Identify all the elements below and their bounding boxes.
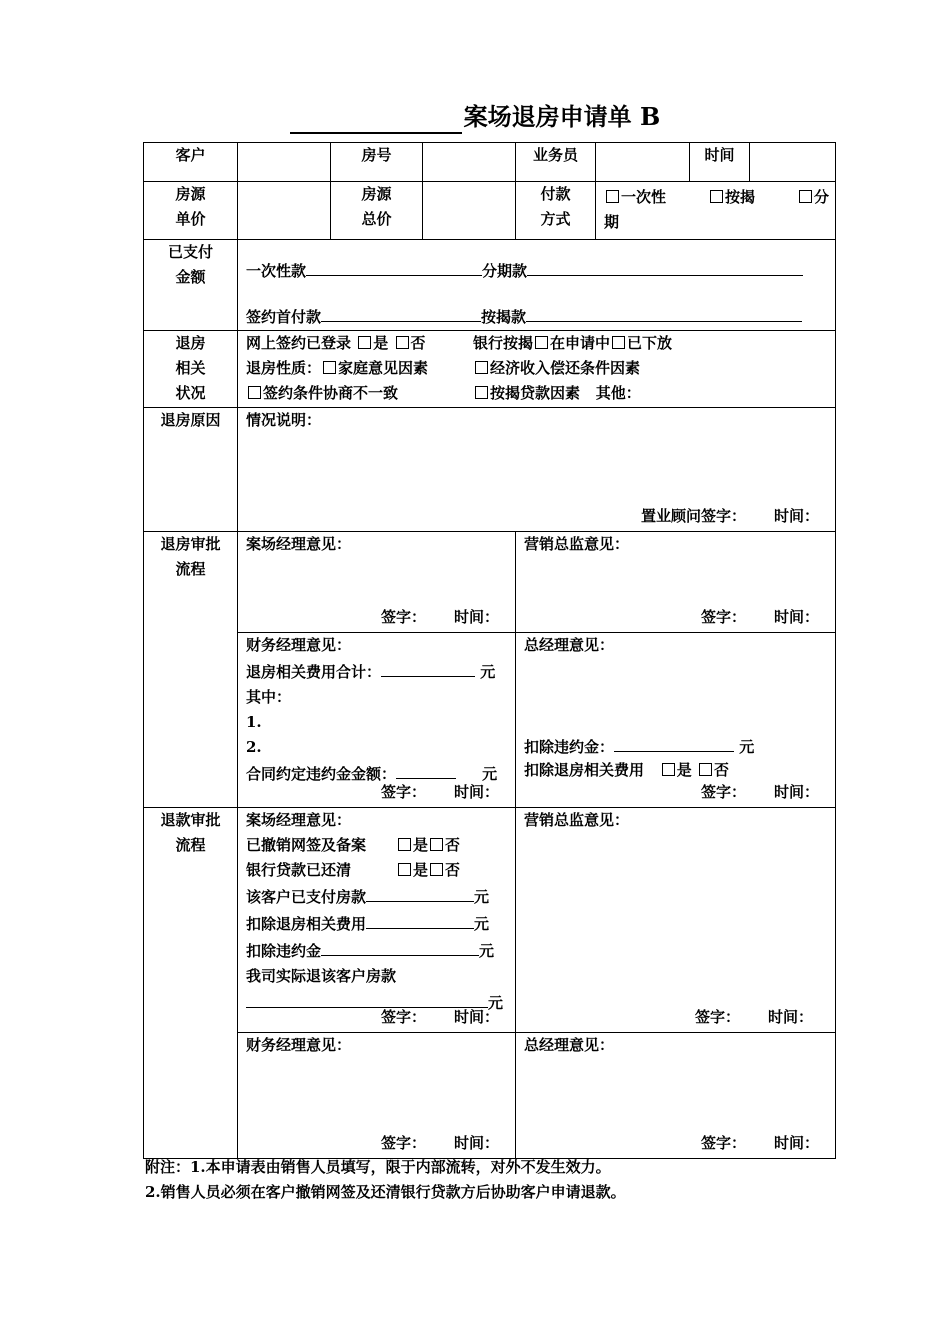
checkbox-repaid-yes[interactable]	[398, 863, 411, 876]
cancelled-online-label: 已撤销网签及备案	[246, 836, 367, 854]
sign-label: 签字：	[380, 783, 426, 801]
yuan-label: 元	[482, 765, 498, 783]
time-label: 时间：	[453, 783, 499, 801]
checkbox-repaid-no[interactable]	[430, 863, 443, 876]
refund-approval-label-line-1: 退款审批	[160, 811, 221, 829]
installment-input[interactable]	[527, 257, 803, 276]
lump-sum-input[interactable]	[306, 257, 482, 276]
room-label: 房号	[331, 143, 423, 182]
form-title-text: 案场退房申请单 B	[463, 102, 661, 131]
deduct-penalty-line	[524, 733, 754, 760]
status-fields	[238, 331, 836, 408]
deduct-penalty-label: 扣除违约金：	[524, 738, 615, 756]
refund-approval-label-line-2: 流程	[175, 836, 206, 854]
option-mortgage[interactable]	[708, 185, 755, 210]
total-price-field[interactable]	[423, 182, 516, 240]
yuan-label: 元	[739, 738, 755, 756]
checkbox-online-no[interactable]	[396, 336, 409, 349]
refund-marketing-director-signature	[695, 1005, 813, 1030]
option-installment[interactable]	[797, 185, 829, 210]
payment-method-label-line-2: 方式	[540, 210, 571, 228]
no-label: 否	[410, 334, 426, 352]
time-field[interactable]	[750, 143, 836, 182]
item-2-label: 2.	[246, 738, 262, 756]
checkbox[interactable]	[799, 190, 812, 203]
refund-approval-row-2	[144, 1033, 836, 1159]
sign-label: 签字：	[700, 783, 746, 801]
time-label: 时间	[690, 143, 750, 182]
yuan-label: 元	[479, 942, 495, 960]
item-1-label: 1.	[246, 713, 262, 731]
deduct-penalty-input[interactable]	[614, 733, 734, 752]
refund-finance-manager-signature	[381, 1131, 499, 1156]
customer-paid-input[interactable]	[366, 883, 474, 902]
project-name-blank[interactable]	[290, 106, 462, 134]
refund-approval-label	[144, 808, 238, 1159]
house-approval-row-1	[144, 532, 836, 633]
payment-method-options	[596, 182, 836, 240]
general-manager-opinion-cell[interactable]	[516, 633, 836, 808]
site-manager-opinion-label: 案场经理意见：	[246, 535, 352, 553]
marketing-director-signature	[701, 605, 819, 630]
checkbox-cancelled-yes[interactable]	[398, 838, 411, 851]
among-label: 其中：	[246, 688, 292, 706]
status-row	[144, 331, 836, 408]
paid-amount-fields	[238, 240, 836, 331]
refund-site-manager-cell[interactable]	[238, 808, 516, 1033]
unit-price-label	[144, 182, 238, 240]
status-label-line-2: 相关	[175, 359, 206, 377]
refund-finance-manager-label: 财务经理意见：	[246, 1036, 352, 1054]
fee-total-input[interactable]	[381, 658, 475, 677]
time-label: 时间：	[773, 1134, 819, 1152]
checkbox-terms[interactable]	[248, 386, 261, 399]
total-price-label-line-2: 总价	[361, 210, 392, 228]
reason-cell[interactable]	[238, 408, 836, 532]
actual-refund-label: 我司实际退该客户房款	[246, 967, 397, 985]
refund-site-manager-signature	[381, 1005, 499, 1030]
yes-label: 是	[373, 334, 389, 352]
checkbox-online-yes[interactable]	[358, 336, 371, 349]
situation-description-label: 情况说明：	[246, 411, 322, 429]
option-mortgage-label: 按揭	[724, 188, 755, 206]
installment-label: 分期款	[482, 262, 528, 280]
checkbox-applying[interactable]	[535, 336, 548, 349]
total-price-label	[331, 182, 423, 240]
checkbox-released[interactable]	[612, 336, 625, 349]
sign-label: 签字：	[380, 1134, 426, 1152]
payment-method-label	[516, 182, 596, 240]
house-approval-row-2	[144, 633, 836, 808]
sign-label: 签字：	[700, 1134, 746, 1152]
option-lump-sum-label: 一次性	[621, 188, 667, 206]
unit-price-field[interactable]	[238, 182, 331, 240]
finance-manager-opinion-label: 财务经理意见：	[246, 636, 352, 654]
yes-label: 是	[676, 761, 692, 779]
deduct-penalty-input[interactable]	[321, 937, 479, 956]
checkbox-economic[interactable]	[475, 361, 488, 374]
customer-field[interactable]	[238, 143, 331, 182]
yuan-label: 元	[474, 888, 490, 906]
finance-manager-opinion-cell[interactable]	[238, 633, 516, 808]
yuan-label: 元	[488, 994, 504, 1012]
time-label: 时间：	[773, 783, 819, 801]
payment-method-label-line-1: 付款	[540, 185, 571, 203]
time-label: 时间：	[767, 1008, 813, 1026]
applying-label: 在申请中	[550, 334, 611, 352]
lump-sum-label: 一次性款	[246, 262, 307, 280]
sign-label: 签字：	[380, 608, 426, 626]
reason-row	[144, 408, 836, 532]
refund-marketing-director-label: 营销总监意见：	[524, 811, 630, 829]
deduct-fees-input[interactable]	[366, 910, 474, 929]
paid-amount-label	[144, 240, 238, 331]
sign-label: 签字：	[380, 1008, 426, 1026]
paid-amount-row	[144, 240, 836, 331]
checkbox-deduct-no[interactable]	[699, 763, 712, 776]
option-installment-label: 分	[813, 188, 829, 206]
total-price-label-line-1: 房源	[361, 185, 392, 203]
down-payment-input[interactable]	[321, 303, 481, 322]
mortgage-payment-input[interactable]	[526, 303, 802, 322]
bank-mortgage-label: 银行按揭	[473, 334, 534, 352]
status-label	[144, 331, 238, 408]
finance-manager-signature	[381, 780, 499, 805]
mortgage-payment-label: 按揭款	[481, 308, 527, 326]
loan-repaid-label: 银行贷款已还清	[246, 861, 352, 879]
time-label: 时间：	[453, 1134, 499, 1152]
marketing-director-opinion-cell[interactable]	[516, 532, 836, 633]
reason-label: 退房原因	[144, 408, 238, 532]
unit-price-label-line-1: 房源	[175, 185, 206, 203]
other-label: 其他：	[595, 384, 641, 402]
customer-paid-label: 该客户已支付房款	[246, 888, 367, 906]
room-field[interactable]	[423, 143, 516, 182]
refund-site-manager-label: 案场经理意见：	[246, 811, 352, 829]
yes-label: 是	[413, 861, 429, 879]
penalty-amount-input[interactable]	[396, 760, 456, 779]
refund-finance-manager-cell[interactable]	[238, 1033, 516, 1159]
footnotes	[145, 1155, 626, 1205]
checkbox[interactable]	[710, 190, 723, 203]
unit-price-label-line-2: 单价	[175, 210, 206, 228]
refund-approval-row-1	[144, 808, 836, 1033]
consultant-signature	[641, 504, 819, 529]
status-label-line-1: 退房	[175, 334, 206, 352]
header-row	[144, 143, 836, 182]
refund-general-manager-signature	[701, 1131, 819, 1156]
status-label-line-3: 状况	[175, 384, 206, 402]
consultant-sign-label: 置业顾问签字：	[640, 507, 746, 525]
deduct-penalty-label: 扣除违约金	[246, 942, 322, 960]
yes-label: 是	[413, 836, 429, 854]
option-lump-sum[interactable]	[604, 185, 666, 210]
sign-label: 签字：	[700, 608, 746, 626]
footnote-2: 2.销售人员必须在客户撤销网签及还清银行贷款方后协助客户申请退款。	[145, 1183, 626, 1201]
refund-general-manager-label: 总经理意见：	[524, 1036, 615, 1054]
salesperson-label: 业务员	[516, 143, 596, 182]
price-row	[144, 182, 836, 240]
checkbox-cancelled-no[interactable]	[430, 838, 443, 851]
checkbox-loan[interactable]	[475, 386, 488, 399]
paid-amount-label-line-1: 已支付	[167, 243, 213, 261]
marketing-director-opinion-label: 营销总监意见：	[524, 535, 630, 553]
refund-application-form	[143, 142, 836, 1159]
deduct-fees-label: 扣除退房相关费用	[246, 915, 367, 933]
form-title	[0, 100, 950, 134]
economic-label: 经济收入偿还条件因素	[490, 359, 641, 377]
loan-label: 按揭贷款因素	[490, 384, 581, 402]
down-payment-label: 签约首付款	[246, 308, 322, 326]
customer-label: 客户	[144, 143, 238, 182]
salesperson-field[interactable]	[596, 143, 690, 182]
deduct-fees-label: 扣除退房相关费用	[524, 761, 645, 779]
refund-marketing-director-cell[interactable]	[516, 808, 836, 1033]
house-approval-label	[144, 532, 238, 808]
time-label: 时间：	[453, 1008, 499, 1026]
family-label: 家庭意见因素	[338, 359, 429, 377]
checkbox-deduct-yes[interactable]	[662, 763, 675, 776]
footnote-1: 附注：1.本申请表由销售人员填写，限于内部流转，对外不发生效力。	[145, 1158, 611, 1176]
general-manager-signature	[701, 780, 819, 805]
fee-total-label: 退房相关费用合计：	[246, 663, 382, 681]
penalty-amount-label: 合同约定违约金金额：	[246, 765, 397, 783]
house-approval-label-line-1: 退房审批	[160, 535, 221, 553]
checkbox[interactable]	[606, 190, 619, 203]
site-manager-opinion-cell[interactable]	[238, 532, 516, 633]
online-signed-label: 网上签约已登录	[246, 334, 352, 352]
time-label: 时间：	[453, 608, 499, 626]
released-label: 已下放	[627, 334, 673, 352]
general-manager-opinion-label: 总经理意见：	[524, 636, 615, 654]
terms-label: 签约条件协商不一致	[263, 384, 399, 402]
yuan-label: 元	[480, 663, 496, 681]
time-label: 时间：	[773, 608, 819, 626]
checkbox-family[interactable]	[323, 361, 336, 374]
no-label: 否	[445, 861, 461, 879]
no-label: 否	[713, 761, 729, 779]
deduct-fees-line	[524, 758, 729, 783]
paid-amount-label-line-2: 金额	[175, 268, 206, 286]
yuan-label: 元	[474, 915, 490, 933]
sign-label: 签字：	[694, 1008, 740, 1026]
no-label: 否	[445, 836, 461, 854]
house-approval-label-line-2: 流程	[175, 560, 206, 578]
refund-general-manager-cell[interactable]	[516, 1033, 836, 1159]
nature-label: 退房性质：	[246, 359, 322, 377]
option-installment-label-cont: 期	[604, 213, 620, 231]
consultant-time-label: 时间：	[773, 507, 819, 525]
site-manager-signature	[381, 605, 499, 630]
